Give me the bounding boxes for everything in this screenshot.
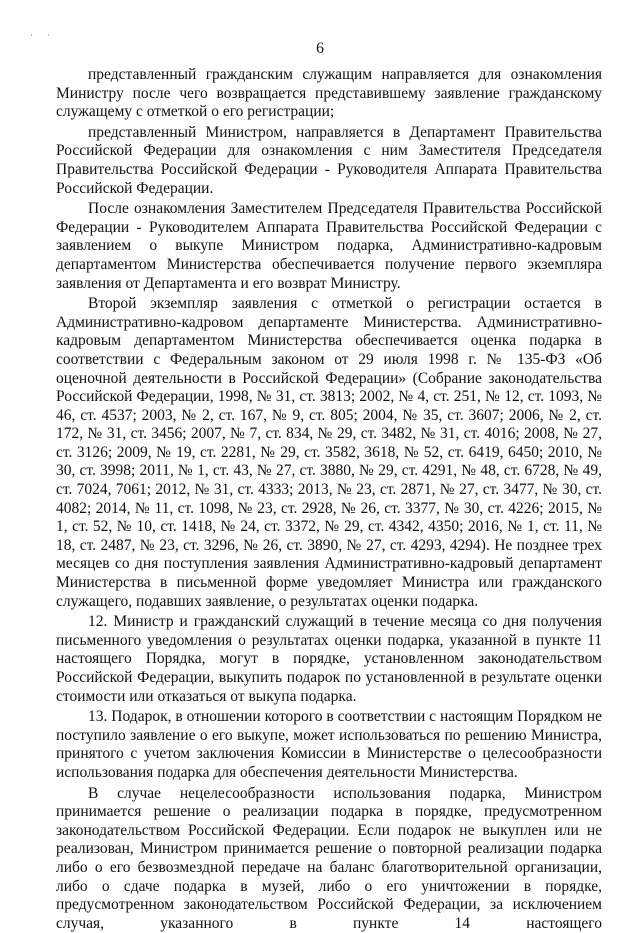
- paragraph-statement-by-civil-servant: представленный гражданским служащим направляется для ознакомления Министру после чего возвращается представившему заявление гражданскому служащему с отметкой о его регистрации;: [56, 66, 602, 121]
- paragraph-inexpedient-use: В случае нецелесообразности использования подарка, Министром принимается решение о реализации подарка в порядке, предусмотренном законодательством Российской Федерации. Если подарок не выкуплен или не реализован, Министром принимается решение о повторной реализации подарка либо о его безвозмездной передаче на баланс благотворительной организации, либо о сдаче подарка в музей, либо о его уничтожении в порядке, предусмотренном законодательством Российской Федерации, за исключением случая, указанного в пункте 14 настоящего: [56, 784, 602, 932]
- paragraph-after-review: После ознакомления Заместителем Председателя Правительства Российской Федерации - Руководителем Аппарата Правительства Российской Федерации с заявлением о выкупе Министром подарка, Административно-кадровым департаментом Министерства обеспечивается получение первого экземпляра заявления от Департамента и его возврат Министру.: [56, 200, 602, 292]
- document-body: [56, 66, 602, 933]
- paragraph-clause-12: 12. Министр и гражданский служащий в течение месяца со дня получения письменного уведомления о результатах оценки подарка, указанной в пункте 11 настоящего Порядка, могут в порядке, установленном законодательством Российской Федерации, выкупить подарок по установленной в результате оценки стоимости или отказаться от выкупа подарка.: [56, 613, 602, 705]
- paragraph-second-copy: Второй экземпляр заявления с отметкой о регистрации остается в Административно-кадровом департаменте Министерства. Административно-кадровым департаментом Министерства обеспечивается оценка подарка в соответствии с Федеральным законом от 29 июля 1998 г. № 135-ФЗ «Об оценочной деятельности в Российской Федерации» (Собрание законодательства Российской Федерации, 1998, № 31, ст. 3813; 2002, № 4, ст. 251, № 12, ст. 1093, № 46, ст. 4537; 2003, № 2, ст. 167, № 9, ст. 805; 2004, № 35, ст. 3607; 2006, № 2, ст. 172, № 31, ст. 3456; 2007, № 7, ст. 834, № 29, ст. 3482, № 31, ст. 4016; 2008, № 27, ст. 3126; 2009, № 19, ст. 2281, № 29, ст. 3582, 3618, № 52, ст. 6419, 6450; 2010, № 30, ст. 3998; 2011, № 1, ст. 43, № 27, ст. 3880, № 29, ст. 4291, № 48, ст. 6728, № 49, ст. 7024, 7061; 2012, № 31, ст. 4333; 2013, № 23, ст. 2871, № 27, ст. 3477, № 30, ст. 4082; 2014, № 11, ст. 1098, № 23, ст. 2928, № 26, ст. 3377, № 30, ст. 4226; 2015, № 1, ст. 52, № 10, ст. 1418, № 24, ст. 3372, № 29, ст. 4342, 4350; 2016, № 1, ст. 11, № 18, ст. 2487, № 23, ст. 3296, № 26, ст. 3890, № 27, ст. 4293, 4294). Не позднее трех месяцев со дня поступления заявления Административно-кадровый департамент Министерства в письменной форме уведомляет Министра или гражданского служащего, подавших заявление, о результатах оценки подарка.: [56, 295, 602, 610]
- page-number: 6: [316, 40, 324, 57]
- paragraph-clause-13: 13. Подарок, в отношении которого в соответствии с настоящим Порядком не поступило заявление о его выкупе, может использоваться по решению Министра, принятого с учетом заключения Комиссии в Министерстве о целесообразности использования подарка для обеспечения деятельности Министерства.: [56, 708, 602, 781]
- margin-marks: · ·: [30, 30, 57, 40]
- paragraph-statement-by-minister: представленный Министром, направляется в Департамент Правительства Российской Федерации для ознакомления с ним Заместителя Председателя Правительства Российской Федерации - Руководителя Аппарата Правительства Российской Федерации.: [56, 123, 602, 197]
